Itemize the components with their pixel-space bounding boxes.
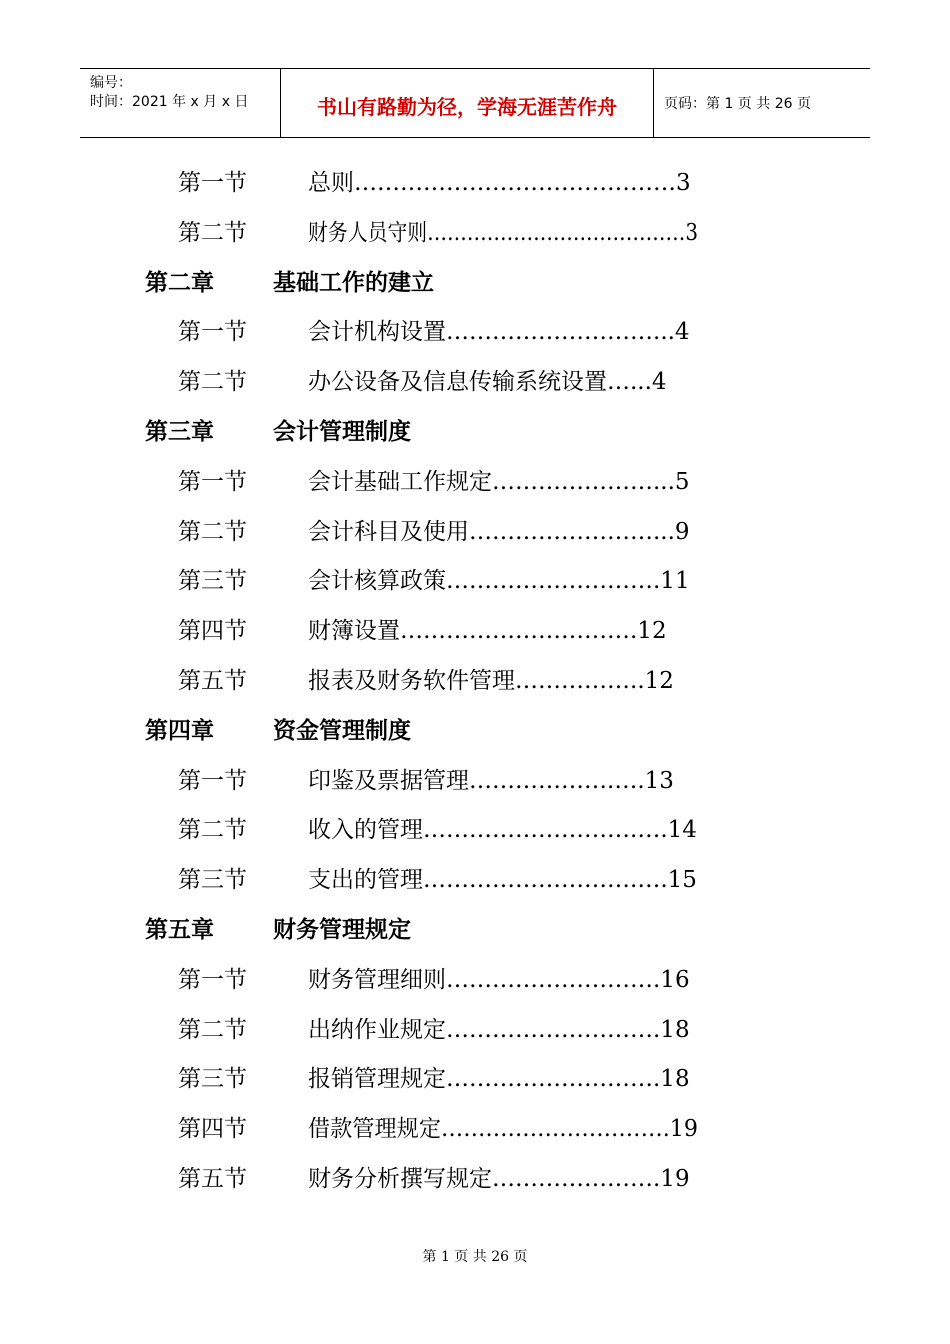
document-date-label: 时间：2021 年 x 月 x 日: [90, 94, 249, 110]
toc-entry-page: .19: [653, 1166, 690, 1192]
toc-entry-title: 财务人员守则…………………………………3: [308, 219, 698, 246]
toc-entry-title: 出纳作业规定……………………….18: [308, 1016, 690, 1043]
toc-entry-page: ...4: [630, 369, 667, 396]
toc-entry-title: 财务分析撰写规定………………….19: [308, 1166, 690, 1192]
toc-entry-title: 总则……………………………………3: [308, 170, 691, 196]
toc-entry-title: 收入的管理……………………….….14: [308, 817, 697, 844]
toc-entry-label: 第二节: [178, 817, 247, 844]
toc-entry-leader: ……………………: [446, 1016, 630, 1043]
toc-entry-title: 资金管理制度: [273, 717, 411, 744]
toc-entry-leader: ……………………….: [446, 319, 661, 346]
toc-entry-label: 第三节: [178, 568, 247, 595]
toc-entry-label: 第四章: [145, 717, 214, 744]
header-motto-cell: [281, 69, 654, 137]
toc-entry-label: 第二节: [178, 518, 247, 545]
toc-entry-title: 财务管理规定: [273, 917, 411, 943]
header-page-info: 页码：第 1 页 共 26 页: [664, 96, 811, 112]
toc-entry-label: 第四节: [178, 618, 247, 645]
toc-entry-leader: ……………………….: [423, 817, 638, 844]
page-header: [80, 68, 870, 138]
toc-entry-label: 第五章: [145, 917, 214, 943]
toc-entry-label: 第四节: [178, 1116, 247, 1143]
toc-entry-title: 会计管理制度: [273, 419, 411, 445]
toc-entry-label: 第三节: [178, 867, 247, 894]
toc-entry-label: 第二节: [178, 369, 247, 396]
toc-entry-label: 第三节: [178, 1066, 247, 1093]
toc-entry-label: 第一节: [178, 319, 247, 346]
toc-entry-page: 3: [685, 219, 698, 246]
toc-entry-title: 报表及财务软件管理……………..12: [308, 668, 674, 694]
toc-entry-page: .12: [630, 618, 667, 645]
toc-entry-title: 基础工作的建立: [273, 269, 434, 296]
toc-entry-label: 第一节: [178, 767, 247, 794]
toc-entry-label: 第二章: [145, 269, 214, 296]
toc-entry-page: 3: [676, 170, 691, 196]
toc-entry-title: 印鉴及票据管理……………….….13: [308, 767, 674, 794]
toc-entry-leader: …: [607, 369, 630, 396]
toc-entry-leader: ………………………: [446, 568, 653, 595]
header-right-cell: [654, 69, 870, 137]
toc-entry-label: 第三章: [145, 419, 214, 445]
toc-entry-page: .19: [662, 1116, 698, 1143]
toc-entry-leader: ……………………: [469, 518, 653, 545]
toc-entry-leader: …………….: [515, 668, 638, 694]
toc-entry-leader: …………………………: [441, 1116, 663, 1143]
toc-entry-page: ….18: [630, 1066, 690, 1093]
toc-entry-label: 第一节: [178, 170, 247, 196]
toc-entry-label: 第二节: [178, 219, 247, 246]
toc-entry-label: 第二节: [178, 1016, 247, 1043]
toc-entry-page: ...5: [653, 468, 690, 495]
toc-entry-title: 支出的管理……………………….….15: [308, 867, 697, 894]
toc-entry-title: 财务管理细则……………………….16: [308, 966, 690, 993]
toc-entry-leader: …………………………: [400, 618, 630, 645]
toc-entry-page: ….18: [630, 1016, 690, 1043]
toc-entry-page: .12: [637, 668, 674, 694]
toc-entry-leader: ……………………: [446, 1066, 630, 1093]
header-motto: 书山有路勤为径，学海无涯苦作舟: [317, 95, 617, 119]
toc-entry-title: 会计科目及使用……………………...9: [308, 518, 690, 545]
toc-entry-leader: …………………: [492, 1166, 653, 1192]
toc-entry-page: ….13: [614, 767, 674, 794]
toc-entry-title: 借款管理规定………………………….19: [308, 1116, 698, 1143]
toc-entry-page: ...9: [653, 518, 690, 545]
toc-entry-page: ….16: [630, 966, 690, 993]
toc-entry-page: ….14: [637, 817, 697, 844]
toc-entry-title: 会计核算政策……………………….11: [308, 568, 690, 595]
toc-entry-page: ….15: [637, 867, 697, 894]
toc-entry-title: 会计基础工作规定…………………...5: [308, 468, 690, 495]
toc-entry-label: 第五节: [178, 1166, 247, 1192]
page-footer: 第 1 页 共 26 页: [422, 1249, 528, 1265]
toc-entry-title: 报销管理规定……………………….18: [308, 1066, 690, 1093]
toc-entry-leader: ……………….: [469, 767, 615, 794]
header-left-cell: [80, 69, 281, 137]
toc-entry-label: 第一节: [178, 468, 247, 495]
toc-entry-page: .11: [653, 568, 690, 595]
toc-entry-label: 第一节: [178, 966, 247, 993]
toc-entry-leader: ……………………………………: [354, 170, 676, 196]
toc-entry-leader: ……………………….: [423, 867, 638, 894]
document-number-label: 编号：: [90, 75, 132, 91]
toc-entry-leader: …………………: [492, 468, 653, 495]
toc-entry-label: 第五节: [178, 668, 247, 694]
toc-entry-leader: …………………………………: [427, 219, 686, 246]
toc-entry-title: 会计机构设置………………………...4: [308, 319, 690, 346]
toc-entry-page: ..4: [660, 319, 690, 346]
toc-entry-title: 财簿设置………………………….12: [308, 618, 667, 645]
toc-entry-leader: ……………………: [446, 966, 630, 993]
toc-entry-title: 办公设备及信息传输系统设置…...4: [308, 369, 667, 396]
